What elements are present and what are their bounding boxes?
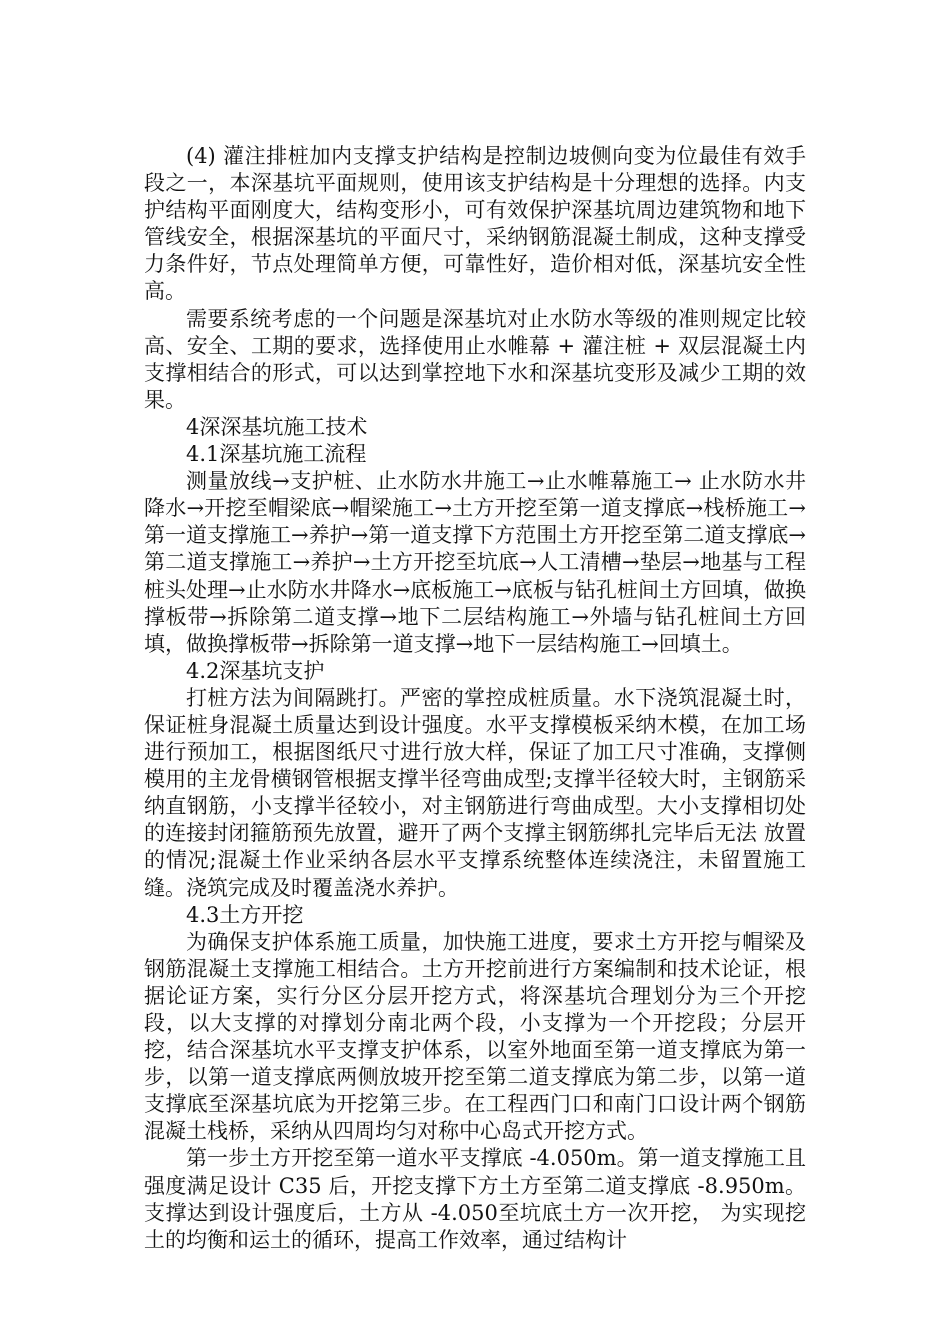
paragraph-construction-flow: 测量放线→支护桩、止水防水井施工→止水帷幕施工→ 止水防水井降水→开挖至帽梁底→帽梁施工→土方开挖至第一道支撑底→栈桥施工→第一道支撑施工→养护→第一道支撑下方范围土方开挖至第二道支撑底→第二道支撑施工→养护→土方开挖至坑底→人工清槽→垫层→地基与工程桩头处理→止水防水井降水→底板施工→底板与钻孔桩间土方回填，做换撑板带→拆除第二道支撑→地下二层结构施工→外墙与钻孔桩间土方回填，做换撑板带→拆除第一道支撑→地下一层结构施工→回填土。 [144, 469, 806, 656]
section-heading-4-2: 4.2深基坑支护 [186, 658, 325, 683]
section-heading-4: 4深深基坑施工技术 [186, 414, 368, 439]
paragraph-earthwork-plan: 为确保支护体系施工质量，加快施工进度，要求土方开挖与帽梁及钢筋混凝土支撑施工相结合。土方开挖前进行方案编制和技术论证，根据论证方案，实行分区分层开挖方式，将深基坑合理划分为三个开挖段，以大支撑的对撑划分南北两个段，小支撑为一个开挖段；分层开挖，结合深基坑水平支撑支护体系，以室外地面至第一道支撑底为第一步，以第一道支撑底两侧放坡开挖至第二道支撑底为第二步，以第一道支撑底至深基坑底为开挖第三步。在工程西门口和南门口设计两个钢筋混凝土栈桥，采纳从四周均匀对称中心岛式开挖方式。 [144, 929, 806, 1144]
paragraph-pit-support: 打桩方法为间隔跳打。严密的掌控成桩质量。水下浇筑混凝土时，保证桩身混凝土质量达到设计强度。水平支撑模板采纳木模，在加工场进行预加工，根据图纸尺寸进行放大样，保证了加工尺寸准确，支撑侧模用的主龙骨横钢管根据支撑半径弯曲成型;支撑半径较大时，主钢筋采纳直钢筋，小支撑半径较小，对主钢筋进行弯曲成型。大小支撑相切处的连接封闭箍筋预先放置，避开了两个支撑主钢筋绑扎完毕后无法 放置的情况;混凝土作业采纳各层水平支撑系统整体连续浇注，未留置施工缝。浇筑完成及时覆盖浇水养护。 [144, 685, 806, 900]
section-heading-4-3: 4.3土方开挖 [186, 902, 304, 927]
document-page [144, 143, 806, 1254]
paragraph-waterproof-requirement: 需要系统考虑的一个问题是深基坑对止水防水等级的准则规定比较高、安全、工期的要求，选择使用止水帷幕 + 灌注桩 + 双层混凝土内支撑相结合的形式，可以达到掌控地下水和深基坑变形及减少工期的效果。 [144, 306, 806, 412]
section-heading-4-1: 4.1深基坑施工流程 [186, 442, 367, 467]
paragraph-excavation-steps: 第一步土方开挖至第一道水平支撑底 -4.050m。第一道支撑施工且强度满足设计 C35 后，开挖支撑下方土方至第二道支撑底 -8.950m。支撑达到设计强度后，土方从 -4.050至坑底土方一次开挖， 为实现挖土的均衡和运土的循环，提高工作效率，通过结构计 [144, 1146, 806, 1252]
paragraph-support-structure: (4) 灌注排桩加内支撑支护结构是控制边坡侧向变为位最佳有效手段之一，本深基坑平面规则，使用该支护结构是十分理想的选择。内支护结构平面刚度大，结构变形小，可有效保护深基坑周边建筑物和地下管线安全，根据深基坑的平面尺寸，采纳钢筋混凝土制成，这种支撑受力条件好，节点处理简单方便，可靠性好，造价相对低，深基坑安全性高。 [144, 144, 806, 304]
